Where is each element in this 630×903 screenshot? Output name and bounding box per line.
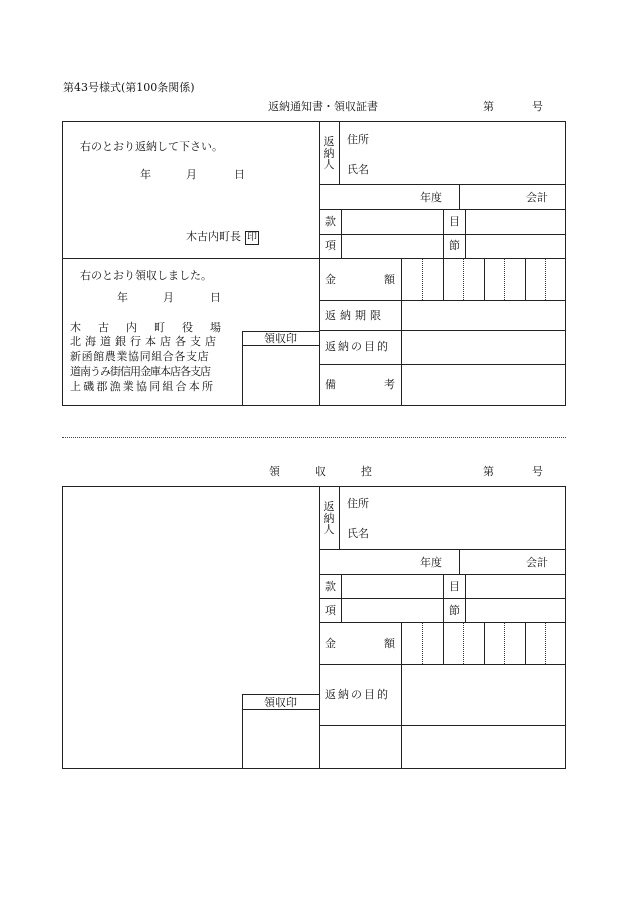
- stub-title-1: 領: [269, 465, 280, 478]
- kaikei-label: 会計: [526, 191, 548, 204]
- bank-1: 木古内町役場: [70, 321, 238, 334]
- stub-amount-label-1: 金: [325, 637, 336, 650]
- amount-label-1: 金: [325, 273, 336, 286]
- notice-text: 右のとおり返納して下さい。: [80, 140, 223, 153]
- setsu-label: 節: [449, 239, 460, 252]
- remarks-label-1: 備: [325, 378, 336, 391]
- notice-day: 日: [234, 168, 245, 181]
- stub-setsu-label: 節: [449, 604, 460, 617]
- moku-label: 目: [449, 215, 460, 228]
- stub-title-3: 控: [361, 465, 372, 478]
- name-label: 氏名: [347, 163, 369, 176]
- deadline-label: 返納期限: [325, 309, 385, 322]
- stub-number-go: 号: [532, 465, 543, 478]
- address-label: 住所: [347, 133, 369, 146]
- form-number: 第43号様式(第100条関係): [63, 81, 195, 94]
- kou-label: 項: [325, 239, 336, 252]
- henounin-label: 返納人: [323, 135, 335, 172]
- number-go: 号: [532, 100, 543, 113]
- stub-nendo-label: 年度: [420, 556, 442, 569]
- notice-signer: [186, 231, 259, 245]
- stub-henounin-label: 返納人: [323, 500, 335, 537]
- stamp-label: 領収印: [264, 332, 297, 345]
- stub-address-label: 住所: [347, 497, 369, 510]
- stub-kou-label: 項: [325, 604, 336, 617]
- receipt-month: 月: [163, 291, 174, 304]
- nendo-label: 年度: [420, 191, 442, 204]
- notice-month: 月: [186, 168, 197, 181]
- bank-4: 道南うみ街信用金庫本店各支店: [70, 365, 210, 378]
- receipt-text: 右のとおり領収しました。: [80, 269, 212, 282]
- purpose-label: 返納の目的: [325, 340, 390, 353]
- amount-label-2: 額: [384, 273, 395, 286]
- number-dai: 第: [483, 100, 494, 113]
- stub-number-dai: 第: [483, 465, 494, 478]
- stub-title-2: 収: [315, 465, 326, 478]
- receipt-year: 年: [117, 291, 128, 304]
- stub-kan-label: 款: [325, 580, 336, 593]
- stub-purpose-label: 返納の目的: [325, 688, 390, 701]
- kan-label: 款: [325, 215, 336, 228]
- stub-name-label: 氏名: [347, 527, 369, 540]
- cut-line: [62, 437, 566, 438]
- bank-2: 北海道銀行本店各支店: [70, 335, 220, 348]
- bank-3: 新函館農業協同組合各支店: [70, 350, 210, 363]
- signer-name: 木古内町長: [186, 230, 241, 243]
- bank-5: 上磯郡漁業協同組合本所: [70, 380, 216, 393]
- seal-icon: 印: [247, 232, 257, 243]
- receipt-day: 日: [210, 291, 221, 304]
- stub-stamp-label: 領収印: [264, 696, 297, 709]
- form-title: 返納通知書・領収証書: [268, 100, 378, 113]
- stub-kaikei-label: 会計: [526, 556, 548, 569]
- remarks-label-2: 考: [384, 378, 395, 391]
- stub-amount-label-2: 額: [384, 637, 395, 650]
- stub-moku-label: 目: [449, 580, 460, 593]
- stub-form: [62, 486, 566, 769]
- notice-year: 年: [140, 168, 151, 181]
